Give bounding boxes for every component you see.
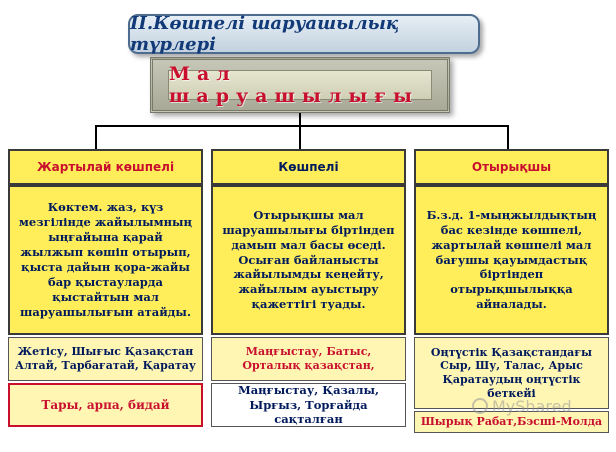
- category-banner-label: Мал шаруашылығы: [168, 70, 432, 100]
- regions-semi-nomadic: Жетісу, Шығыс Қазақстан Алтай, Тарбағатай, Қаратау: [8, 337, 203, 381]
- crops-semi-nomadic: Тары, арпа, бидай: [8, 383, 203, 427]
- connector-middle: [299, 125, 301, 149]
- description-sedentary: Б.з.д. 1-мыңжылдықтың бас кезінде көшпелі, жартылай көшпелі мал бағушы қауымдастық біртіндеп отырықшылыққа айналады.: [414, 185, 609, 335]
- description-nomadic: Отырықшы мал шаруашылығы біртіндеп дамып мал басы өседі. Осыған байланысты жайылымды кеңейту, жайылым ауыстыру қажеттігі туады.: [211, 185, 406, 335]
- diagram-title: [128, 14, 480, 54]
- column-heading-sedentary: Отырықшы: [414, 149, 609, 185]
- connector-right: [507, 125, 509, 149]
- category-banner: [150, 57, 450, 113]
- watermark-text: MyShared: [492, 396, 572, 416]
- preserved-nomadic: Маңғыстау, Қазалы, Ырғыз, Торғайда сақталған: [211, 383, 406, 427]
- column-heading-nomadic: Көшпелі: [211, 149, 406, 185]
- column-heading-semi-nomadic: Жартылай көшпелі: [8, 149, 203, 185]
- settlements-sedentary: Шырық Рабат,Бэсші-Молда: [414, 411, 609, 433]
- description-semi-nomadic: Көктем. жаз, күз мезгілінде жайылымның ыңғайына қарай жылжып көшіп отырып, қыста дайын қора-жайы бар қыстауларда қыстайтын мал шаруашылығын атайды.: [8, 185, 203, 335]
- diagram-title-text: II.Көшпелі шаруашылық түрлері: [130, 13, 399, 55]
- connector-bar: [95, 125, 509, 127]
- regions-sedentary: Оңтүстік Қазақстандағы Сыр, Шу, Талас, Арыс Қаратаудың оңтүстік беткейі: [414, 337, 609, 409]
- connector-left: [95, 125, 97, 149]
- regions-nomadic: Маңғыстау, Батыс, Орталық қазақстан,: [211, 337, 406, 381]
